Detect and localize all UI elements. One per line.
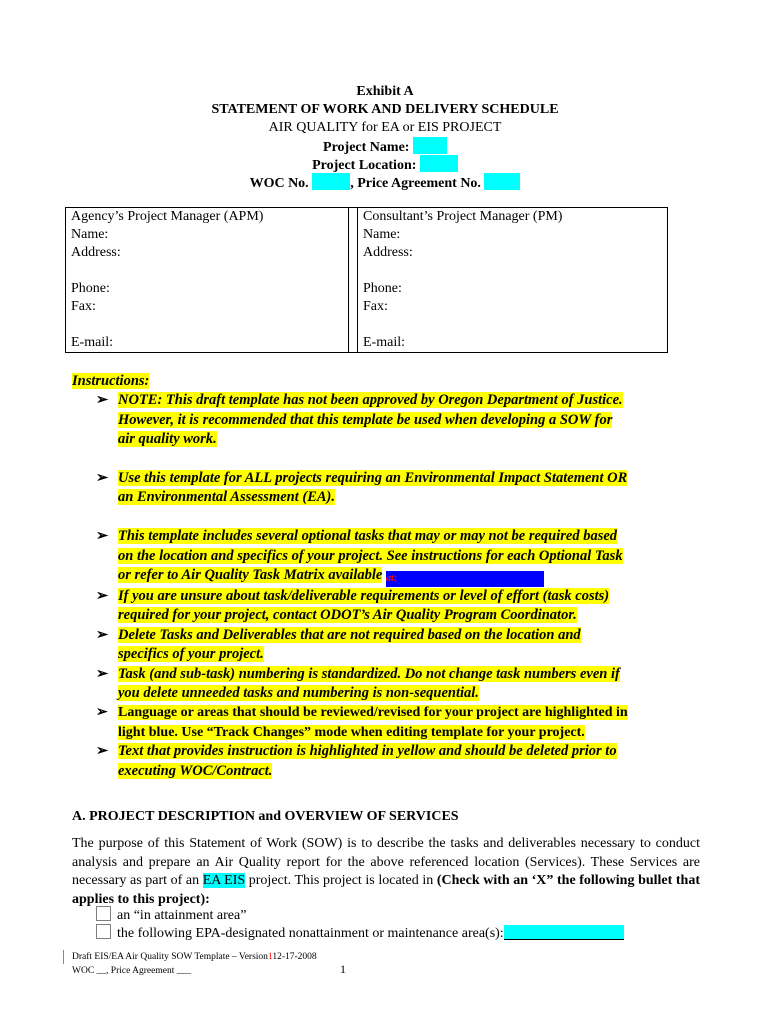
attainment-option-label: an “in attainment area”	[117, 908, 247, 923]
instruction-text: If you are unsure about task/deliverable requirements or level of effort (task costs)	[118, 588, 610, 605]
instructions-title: Instructions:	[72, 373, 150, 389]
instruction-text: on the location and specifics of your project. See instructions for each Optional Task	[118, 547, 623, 564]
price-agreement-label: , Price Agreement No.	[350, 176, 481, 191]
instruction-item	[72, 742, 702, 781]
apm-heading: Agency’s Project Manager (APM)	[71, 209, 264, 224]
arrow-bullet-icon: ➢	[96, 470, 109, 487]
pm-cell	[358, 208, 668, 353]
nonattainment-option-label: the following EPA-designated nonattainment or maintenance area(s):	[117, 926, 504, 941]
arrow-bullet-icon: ➢	[96, 528, 109, 545]
instruction-text: Text that provides instruction is highlighted in yellow and should be deleted prior to	[118, 743, 617, 760]
instruction-text: executing WOC/Contract.	[118, 762, 273, 779]
instruction-text: or refer to Air Quality Task Matrix available	[118, 567, 383, 584]
instruction-text: light blue. Use “Track Changes” mode when editing template for your project.	[118, 724, 585, 740]
ea-eis-highlight[interactable]: EA EIS	[202, 873, 246, 888]
instruction-item	[72, 665, 702, 704]
instruction-text: Task (and sub-task) numbering is standardized. Do not change task numbers even if	[118, 665, 620, 682]
instruction-text: an Environmental Assessment (EA).	[118, 489, 336, 506]
nonattainment-area-field[interactable]	[504, 925, 624, 940]
arrow-bullet-icon: ➢	[96, 705, 108, 721]
nonattainment-checkbox[interactable]	[96, 924, 111, 939]
paragraph-text: The purpose of this Statement of Work (SOW) is to describe the tasks and deliverables necessary to conduct analysis and prepare an Air Quality report for the above referenced location (Services). These Services are necessary as part of an	[72, 836, 700, 888]
woc-label: WOC No.	[249, 176, 309, 191]
task-matrix-link-label: at:	[386, 573, 398, 585]
woc-number-field[interactable]	[312, 173, 350, 190]
apm-fax[interactable]: Fax:	[71, 299, 96, 314]
section-a-paragraph	[72, 835, 700, 909]
instruction-text: air quality work.	[118, 431, 217, 448]
arrow-bullet-icon: ➢	[96, 665, 109, 682]
project-location-field[interactable]	[420, 155, 458, 172]
footer-date: 12-17-2008	[272, 952, 317, 962]
instruction-item	[72, 527, 702, 587]
footer-text: Draft EIS/EA Air Quality SOW Template – Version	[72, 952, 268, 962]
pm-phone[interactable]: Phone:	[363, 281, 402, 296]
pm-heading: Consultant’s Project Manager (PM)	[363, 209, 563, 224]
attainment-option	[96, 906, 246, 925]
instruction-item	[72, 626, 702, 665]
arrow-bullet-icon: ➢	[96, 588, 109, 605]
attainment-checkbox[interactable]	[96, 906, 111, 921]
instruction-text: However, it is recommended that this template be used when developing a SOW for	[118, 411, 613, 428]
apm-address[interactable]: Address:	[71, 245, 121, 260]
pm-name[interactable]: Name:	[363, 227, 401, 242]
instruction-text: specifics of your project.	[118, 646, 264, 663]
paragraph-bold-text: (Check with an ‘X” the following bullet that applies to this project):	[72, 873, 700, 907]
footer-version-line	[72, 951, 317, 964]
document-title: STATEMENT OF WORK AND DELIVERY SCHEDULE	[211, 102, 559, 117]
footer-woc-line: WOC __, Price Agreement ___	[72, 966, 191, 976]
project-location-line	[0, 155, 770, 175]
pm-address[interactable]: Address:	[363, 245, 413, 260]
change-bar	[63, 950, 64, 964]
arrow-bullet-icon: ➢	[96, 626, 109, 643]
instruction-item	[72, 469, 702, 508]
instruction-item	[72, 391, 702, 449]
project-name-field[interactable]	[413, 137, 447, 154]
apm-cell	[66, 208, 349, 353]
instruction-text: you delete unneeded tasks and numbering is non-sequential.	[118, 685, 479, 702]
instruction-item	[72, 703, 702, 742]
instructions-block	[72, 372, 702, 781]
project-name-line	[0, 137, 770, 157]
project-location-label: Project Location:	[312, 158, 417, 173]
document-subtitle: AIR QUALITY for EA or EIS PROJECT	[268, 120, 502, 135]
project-manager-table	[65, 207, 668, 353]
instruction-text: Language or areas that should be reviewed/revised for your project are highlighted in	[118, 705, 628, 721]
paragraph-text: project. This project is located in	[245, 873, 437, 888]
woc-line	[0, 173, 770, 193]
section-a-title: A. PROJECT DESCRIPTION and OVERVIEW OF SERVICES	[72, 809, 459, 824]
page-number: 1	[340, 962, 346, 976]
footer-revision-mark: 1	[267, 952, 273, 962]
pm-email[interactable]: E-mail:	[363, 335, 405, 350]
apm-name[interactable]: Name:	[71, 227, 109, 242]
instruction-item	[72, 587, 702, 626]
nonattainment-option	[96, 924, 624, 943]
instruction-text: Delete Tasks and Deliverables that are not required based on the location and	[118, 626, 581, 643]
instruction-text: This template includes several optional tasks that may or may not be required based	[118, 528, 618, 545]
apm-phone[interactable]: Phone:	[71, 281, 110, 296]
instruction-text: NOTE: This draft template has not been approved by Oregon Department of Justice.	[118, 392, 623, 409]
arrow-bullet-icon: ➢	[96, 743, 109, 760]
price-agreement-field[interactable]	[484, 173, 520, 190]
pm-fax[interactable]: Fax:	[363, 299, 388, 314]
exhibit-label: Exhibit A	[356, 84, 414, 99]
task-matrix-link[interactable]	[386, 571, 544, 587]
instruction-text: required for your project, contact ODOT’s Air Quality Program Coordinator.	[118, 607, 577, 624]
table-divider	[349, 208, 358, 353]
instruction-text: Use this template for ALL projects requiring an Environmental Impact Statement OR	[118, 470, 628, 487]
arrow-bullet-icon: ➢	[96, 392, 109, 409]
apm-email[interactable]: E-mail:	[71, 335, 113, 350]
project-name-label: Project Name:	[323, 140, 410, 155]
